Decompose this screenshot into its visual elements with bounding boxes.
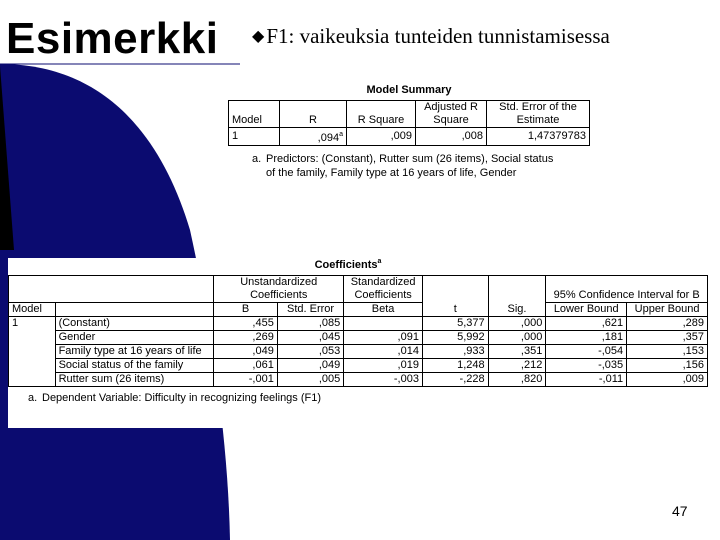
header-variable xyxy=(55,303,214,317)
cell-lower: ,181 xyxy=(546,331,627,345)
model-summary-panel xyxy=(228,84,590,216)
cell-lower: -,035 xyxy=(546,359,627,373)
column-header-row xyxy=(9,303,708,317)
cell-lower: -,054 xyxy=(546,345,627,359)
model-summary-table xyxy=(228,100,590,146)
table-header-row xyxy=(229,101,590,128)
header-model: Model xyxy=(9,303,56,317)
cell-r-superscript: a xyxy=(339,131,343,138)
cell-variable: (Constant) xyxy=(55,317,214,331)
footnote-text: Predictors: (Constant), Rutter sum (26 items), Social status of the family, Family type at 16 years of life, Gender xyxy=(266,153,554,179)
cell-t: ,933 xyxy=(422,345,488,359)
header-adjusted-r-square: Adjusted R Square xyxy=(416,101,487,128)
cell-variable: Family type at 16 years of life xyxy=(55,345,214,359)
cell-std-error: ,005 xyxy=(277,373,343,387)
cell-beta: -,003 xyxy=(344,373,423,387)
cell-r xyxy=(280,128,347,146)
model-summary-title: Model Summary xyxy=(366,84,452,96)
slide-subtitle: F1: vaikeuksia tunteiden tunnistamisessa xyxy=(266,24,610,48)
header-r-square: R Square xyxy=(347,101,416,128)
header-unstandardized: Unstandardized Coefficients xyxy=(214,276,344,303)
cell-std-error: ,049 xyxy=(277,359,343,373)
slide-subtitle-row xyxy=(252,24,610,49)
coefficients-title-row xyxy=(8,258,708,271)
cell-upper: ,289 xyxy=(627,317,708,331)
cell-b: ,049 xyxy=(214,345,278,359)
header-standardized: Standardized Coefficients xyxy=(344,276,423,303)
cell-upper: ,009 xyxy=(627,373,708,387)
header-ci: 95% Confidence Interval for B xyxy=(546,276,708,303)
header-r: R xyxy=(280,101,347,128)
cell-std-error: ,045 xyxy=(277,331,343,345)
cell-t: -,228 xyxy=(422,373,488,387)
cell-variable: Social status of the family xyxy=(55,359,214,373)
group-header-row xyxy=(9,276,708,303)
header-spacer xyxy=(9,276,214,303)
slide-page-number: 47 xyxy=(672,503,688,519)
cell-lower: ,621 xyxy=(546,317,627,331)
header-std-error: Std. Error xyxy=(277,303,343,317)
cell-sig: ,820 xyxy=(488,373,546,387)
cell-b: ,455 xyxy=(214,317,278,331)
cell-b: ,061 xyxy=(214,359,278,373)
diamond-bullet-icon: ◆ xyxy=(252,28,265,45)
table-row xyxy=(9,317,708,331)
header-std-error: Std. Error of the Estimate xyxy=(487,101,590,128)
cell-variable: Rutter sum (26 items) xyxy=(55,373,214,387)
cell-beta xyxy=(344,317,423,331)
slide-title: Esimerkki xyxy=(6,14,219,63)
coefficients-footnote xyxy=(8,391,708,405)
coefficients-table xyxy=(8,275,708,387)
cell-t: 5,992 xyxy=(422,331,488,345)
footnote-text: Dependent Variable: Difficulty in recognizing feelings (F1) xyxy=(42,392,322,404)
cell-sig: ,000 xyxy=(488,331,546,345)
table-row xyxy=(9,345,708,359)
table-row xyxy=(9,359,708,373)
coefficients-title-superscript: a xyxy=(377,258,382,265)
cell-upper: ,156 xyxy=(627,359,708,373)
table-row xyxy=(229,128,590,146)
footnote-marker: a. xyxy=(28,392,38,404)
cell-sig: ,212 xyxy=(488,359,546,373)
footnote-marker: a. xyxy=(252,153,262,165)
cell-adj-r-square: ,008 xyxy=(416,128,487,146)
cell-t: 5,377 xyxy=(422,317,488,331)
header-sig: Sig. xyxy=(488,276,546,317)
cell-model-number: 1 xyxy=(9,317,56,387)
cell-model: 1 xyxy=(229,128,280,146)
header-t: t xyxy=(422,276,488,317)
cell-upper: ,153 xyxy=(627,345,708,359)
header-upper-bound: Upper Bound xyxy=(627,303,708,317)
cell-r-square: ,009 xyxy=(347,128,416,146)
cell-lower: -,011 xyxy=(546,373,627,387)
cell-beta: ,091 xyxy=(344,331,423,345)
cell-b: ,269 xyxy=(214,331,278,345)
model-summary-footnote xyxy=(228,152,590,180)
cell-t: 1,248 xyxy=(422,359,488,373)
cell-b: -,001 xyxy=(214,373,278,387)
header-b: B xyxy=(214,303,278,317)
table-row xyxy=(9,331,708,345)
black-left-band xyxy=(0,430,200,540)
table-row xyxy=(9,373,708,387)
cell-std-error: ,085 xyxy=(277,317,343,331)
cell-beta: ,014 xyxy=(344,345,423,359)
cell-variable: Gender xyxy=(55,331,214,345)
header-model: Model xyxy=(229,101,280,128)
cell-std-error: 1,47379783 xyxy=(487,128,590,146)
cell-sig: ,000 xyxy=(488,317,546,331)
header-beta: Beta xyxy=(344,303,423,317)
coefficients-title: Coefficients xyxy=(314,259,378,271)
coefficients-panel xyxy=(8,258,708,428)
cell-upper: ,357 xyxy=(627,331,708,345)
cell-beta: ,019 xyxy=(344,359,423,373)
header-lower-bound: Lower Bound xyxy=(546,303,627,317)
cell-r-value: ,094 xyxy=(317,132,340,144)
cell-sig: ,351 xyxy=(488,345,546,359)
cell-std-error: ,053 xyxy=(277,345,343,359)
